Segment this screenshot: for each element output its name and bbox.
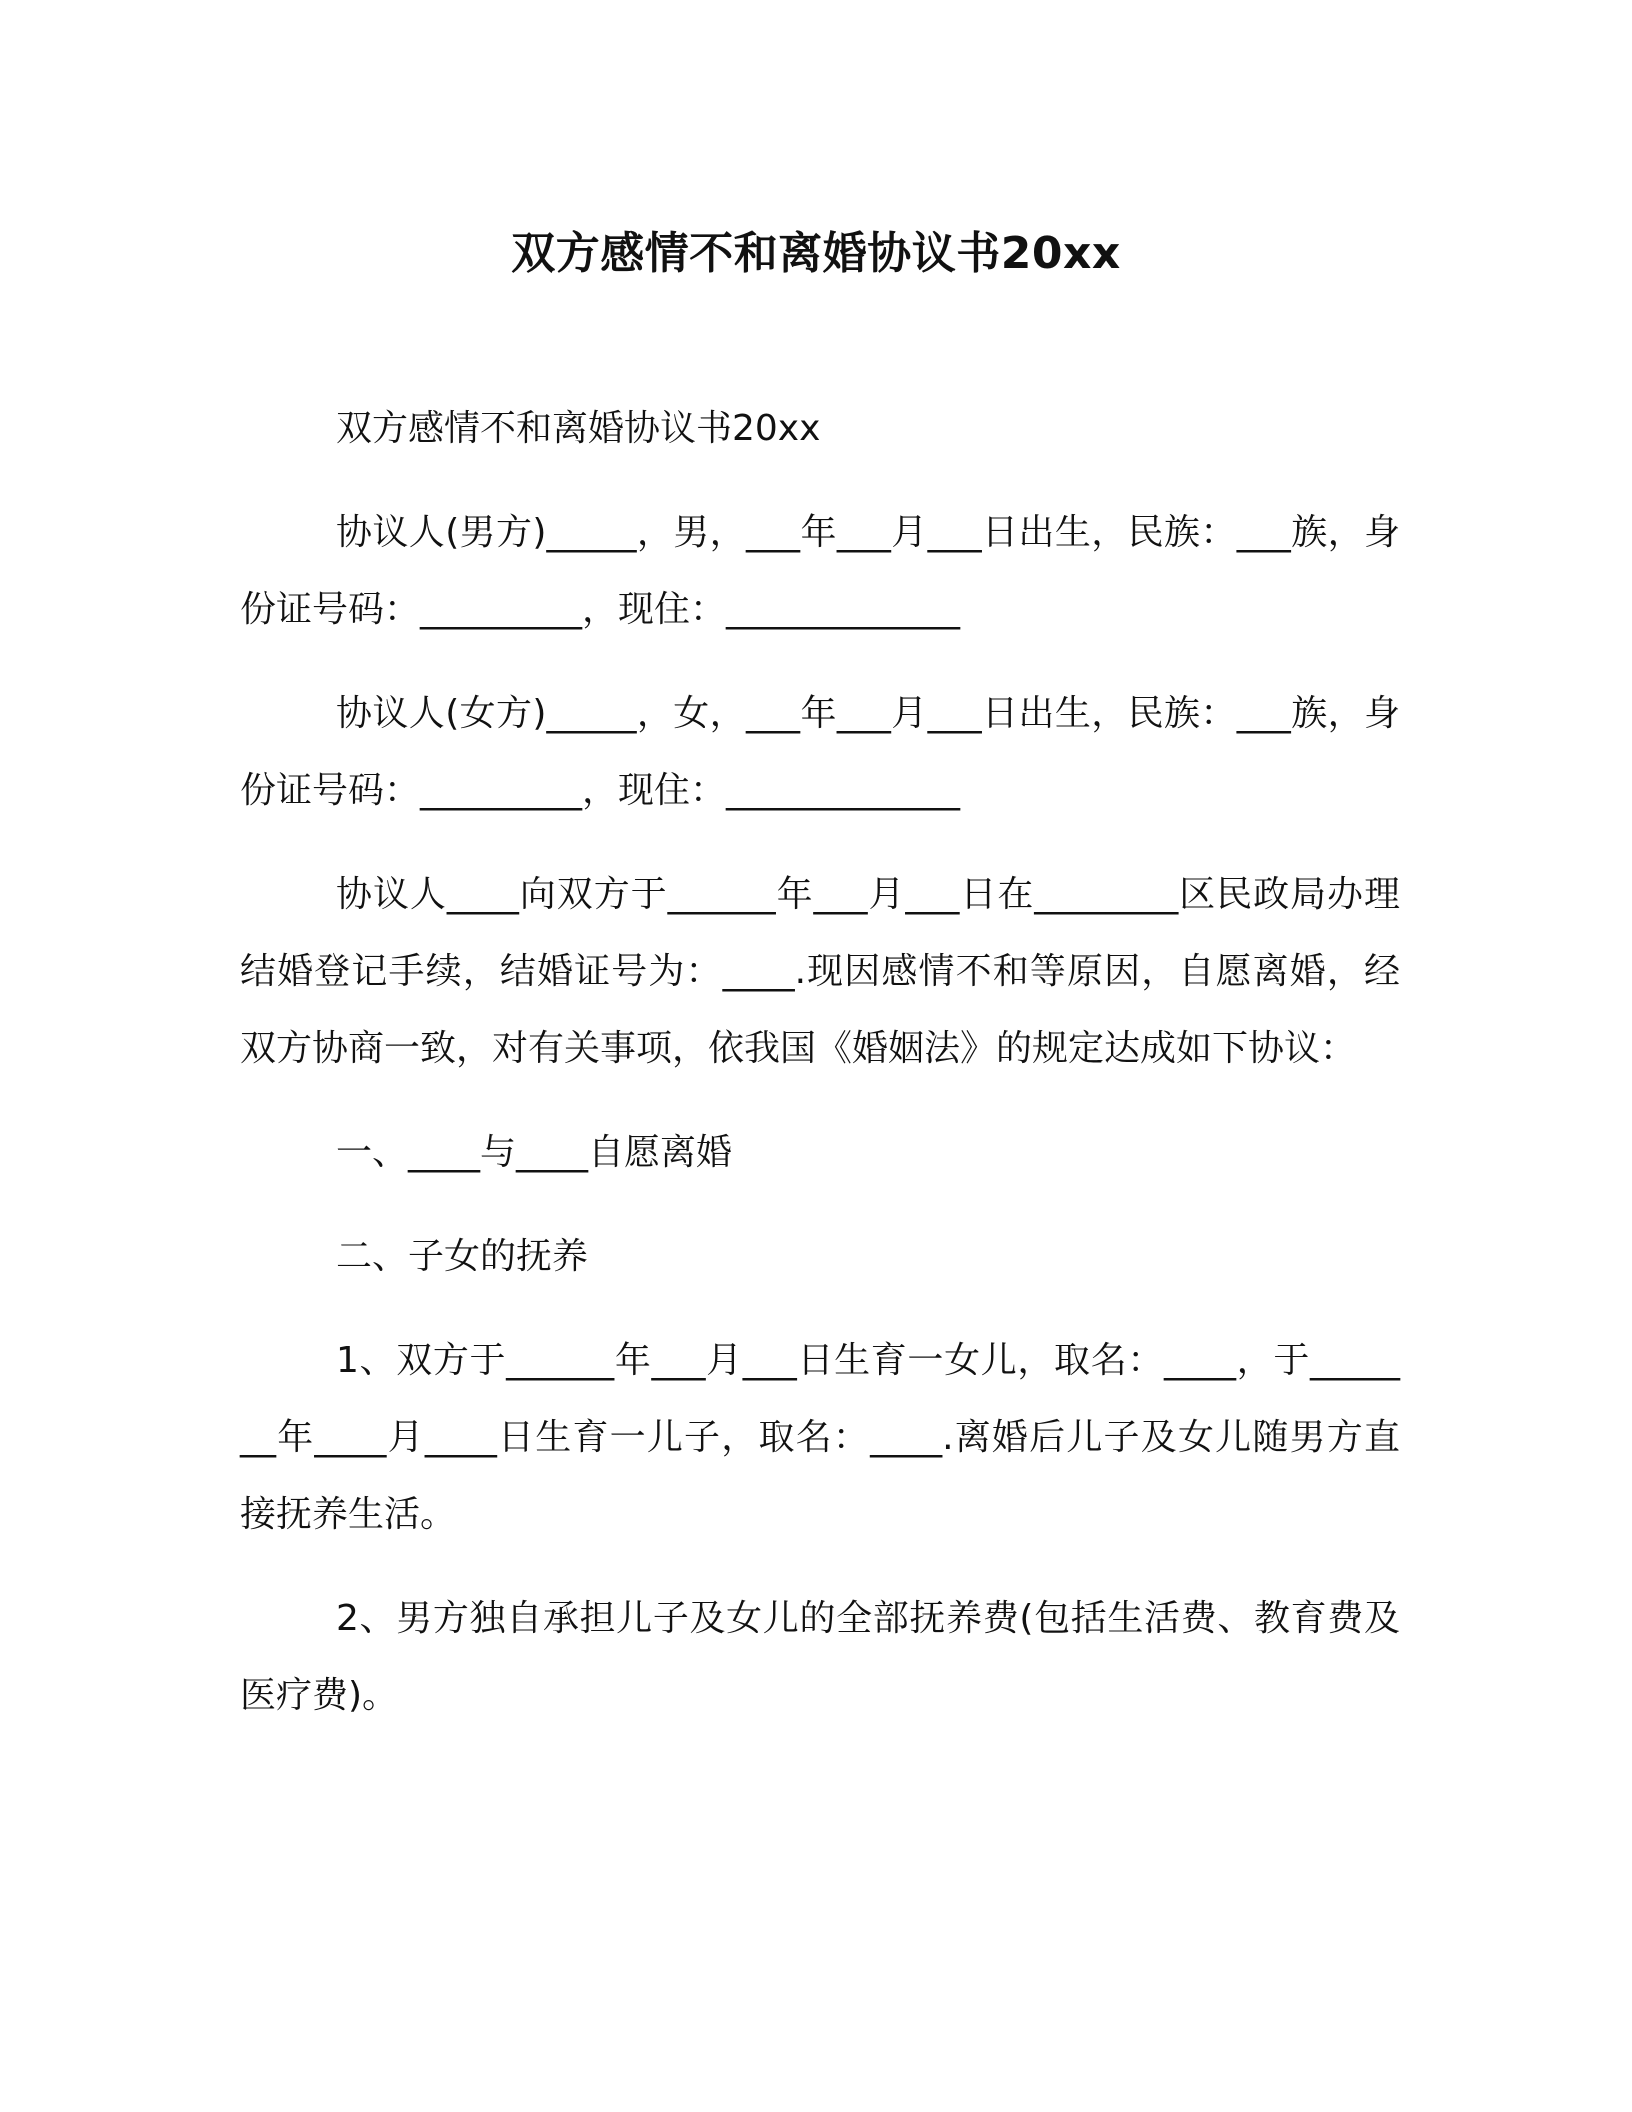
female-party-paragraph: 协议人(女方)_____，女，___年___月___日出生，民族：___族，身份证号码：_________，现住：_____________: [240, 693, 1400, 811]
subtitle-paragraph: 双方感情不和离婚协议书20xx: [336, 408, 821, 449]
clause-1-paragraph: 1、双方于______年___月___日生育一女儿，取名：____，于_______年____月____日生育一儿子，取名：____.离婚后儿子及女儿随男方直接抚养生活。: [240, 1340, 1400, 1535]
clause-2-paragraph: 2、男方独自承担儿子及女儿的全部抚养费(包括生活费、教育费及医疗费)。: [240, 1598, 1400, 1716]
male-party-paragraph: 协议人(男方)_____，男，___年___月___日出生，民族：___族，身份证号码：_________，现住：_____________: [240, 512, 1400, 630]
document-title: 双方感情不和离婚协议书20xx: [511, 228, 1121, 279]
section-one-heading: 一、____与____自愿离婚: [336, 1132, 733, 1173]
marriage-registration-paragraph: 协议人____向双方于______年___月___日在________区民政局办理结婚登记手续，结婚证号为：____.现因感情不和等原因，自愿离婚，经双方协商一致，对有关事项，依我国《婚姻法》的规定达成如下协议：: [240, 874, 1400, 1069]
document-body: [240, 390, 1400, 1761]
section-two-heading: 二、子女的抚养: [336, 1236, 589, 1277]
